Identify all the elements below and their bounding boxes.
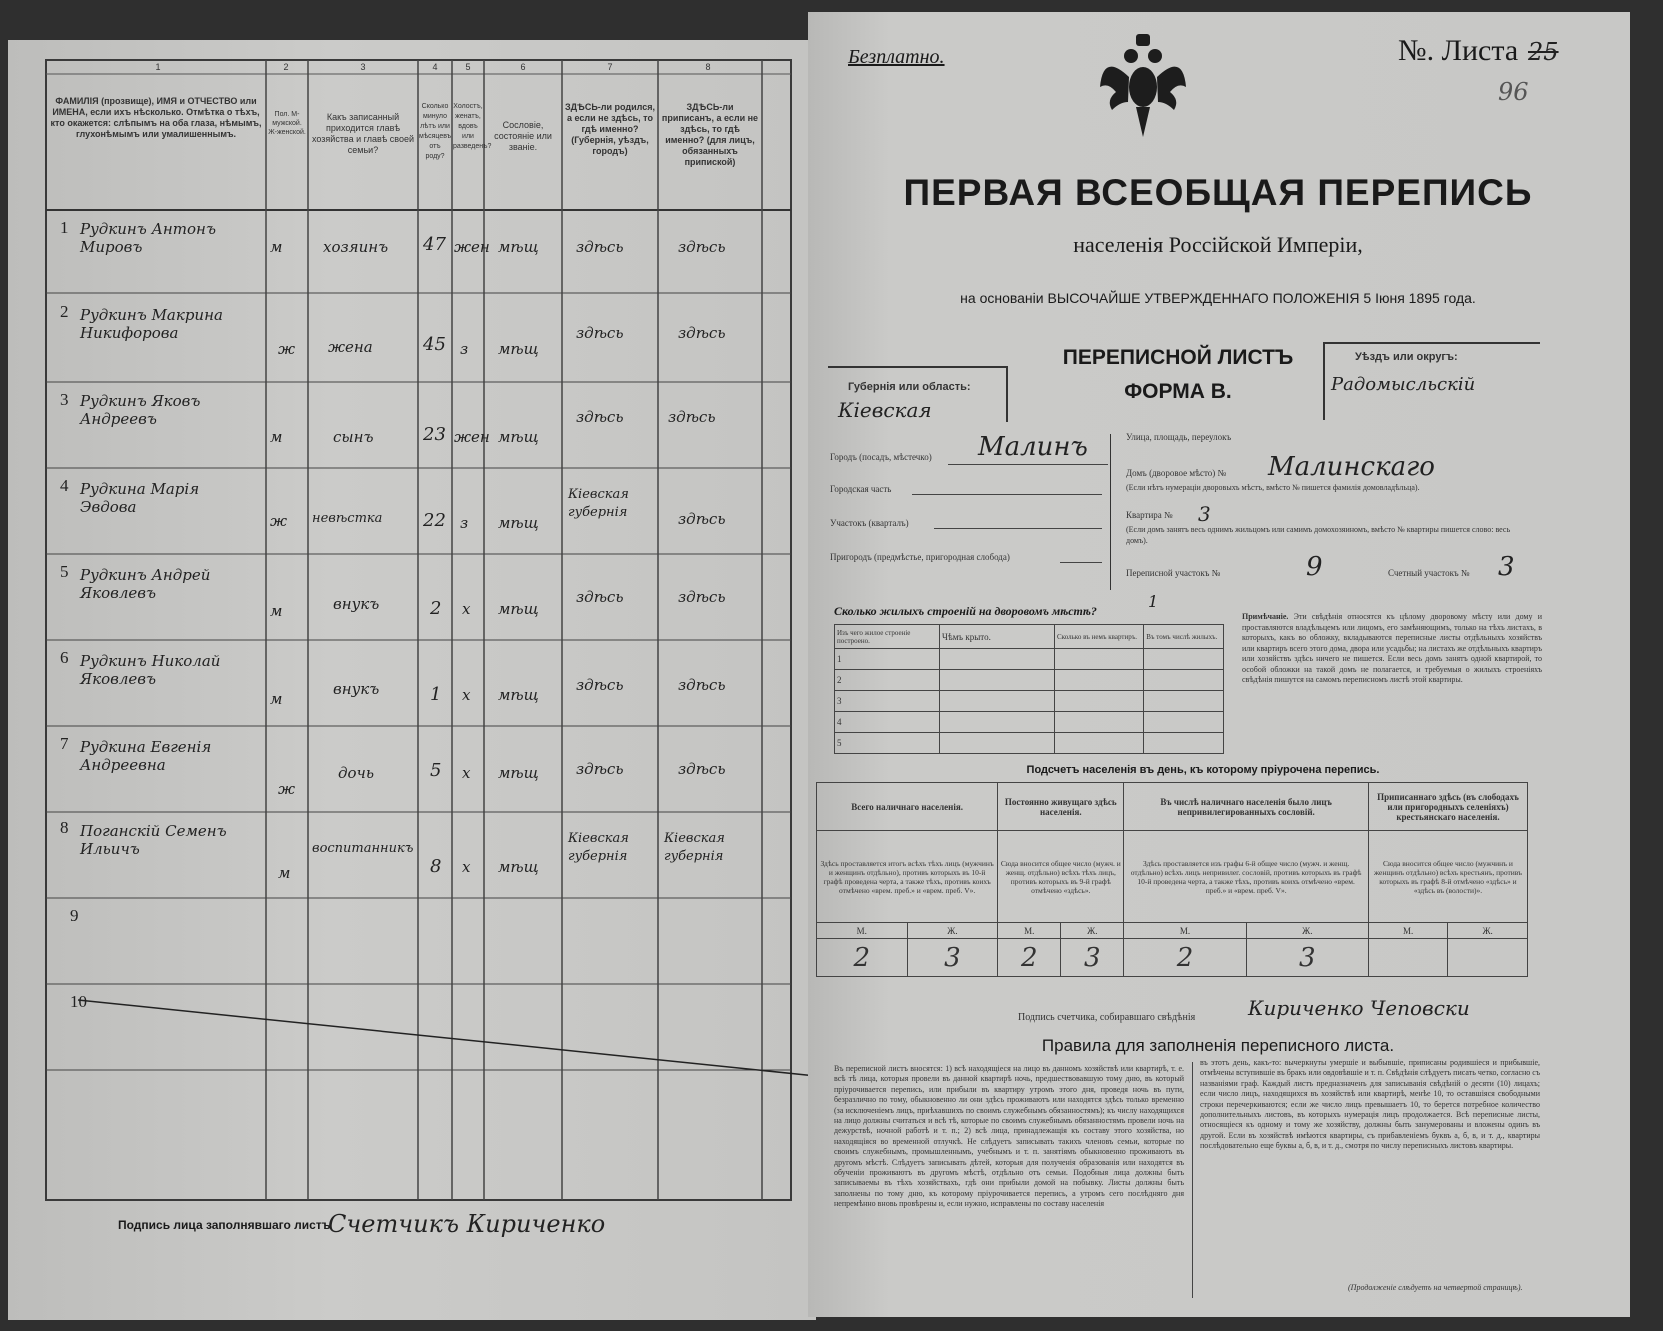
bldg-header-roof: Чѣмъ крыто.: [940, 625, 1055, 649]
district-label: Участокъ (кварталъ): [830, 518, 909, 528]
count-area-value: 3: [1498, 552, 1515, 582]
row-estate: мѣщ: [498, 858, 539, 876]
row-marital: х: [462, 764, 471, 782]
rules-right-column: въ этотъ день, какъ-то: вычеркнуты умершіе и выбывшіе, приписаны родившіеся и прибывшіе, отмѣчены вступившіе въ бракъ или овдовѣвшіе и т. п. Свѣдѣнія слѣдуетъ писать четко, согласно съ названіями граф. Каждый листъ предназначенъ для записыванія свѣдѣній о десяти (10) лицахъ; если число лицъ, находящихся въ хозяйствѣ или квартирѣ, менѣе 10, то оставшіяся свободными строки перечеркиваются; если же число лицъ превышаетъ 10, то берется потребное количество дополнительныхъ листовъ, въ которыхъ нумерація лицъ продолжается. Всѣ переписные листы, относящіеся къ одному и тому же хозяйству, должны быть занумерованы и вложены одинъ въ другой. Если въ хозяйствѣ имѣются квартиры, съ прибавленіемъ буквъ а, б, в, и т. д., квартиры послѣдовательно еще буквы а, б, в, и т. д., смотря по числу переписныхъ листовъ квартиры.: [1200, 1058, 1540, 1151]
row-name: Рудкинъ Андрей Яковлевъ: [80, 566, 211, 602]
rules-title: Правила для заполненія переписного листа.: [1041, 1036, 1395, 1055]
col-header-sex: Пол. М-мужской. Ж-женской.: [268, 111, 306, 136]
row-number: 2: [60, 302, 69, 321]
count-desc-peasant: Сюда вносится общее число (мужчинъ и женщинъ отдѣльно) всѣхъ крестьянъ, противъ которыхъ въ графѣ 8-й отмѣчено «здѣсь» и «здѣсь въ (волости)».: [1368, 831, 1527, 923]
count-head-permanent: Постоянно живущаго здѣсь населенія.: [998, 783, 1124, 831]
row-estate: мѣщ: [498, 600, 539, 618]
bldg-header-apts: Сколько въ немъ квартиръ.: [1055, 625, 1144, 649]
row-born: здѣсь: [576, 676, 624, 694]
row-sex: м: [270, 428, 283, 446]
row-name: Рудкинъ Николай Яковлевъ: [80, 652, 221, 688]
buildings-table: [834, 624, 1224, 754]
bldg-row: 4: [835, 712, 940, 733]
row-marital: з: [460, 340, 469, 358]
row-marital: х: [462, 686, 471, 704]
row-registered: здѣсь: [678, 324, 726, 342]
count-head-present: Всего наличнаго населенія.: [817, 783, 998, 831]
row-sex: м: [270, 238, 283, 256]
buildings-question: Сколько жилыхъ строеній на дворовомъ мѣстѣ?: [834, 604, 1097, 618]
row-number: 4: [60, 476, 69, 495]
signature-label: Подпись лица заполнявшаго листъ: [118, 1218, 331, 1232]
sheet-number-label: №. Листа: [1398, 34, 1519, 67]
apt-value: 3: [1198, 502, 1211, 526]
right-page: [808, 12, 1630, 1317]
population-count-table: [816, 782, 1528, 977]
row-relation: сынъ: [333, 428, 374, 446]
row-age: 22: [423, 510, 446, 531]
row-sex: м: [270, 690, 283, 708]
row-registered: здѣсь: [678, 588, 726, 606]
count-present-m: 2: [817, 939, 908, 977]
uezd-value: Радомысльскій: [1331, 374, 1476, 395]
row-born: здѣсь: [576, 238, 624, 256]
row-age: 2: [430, 598, 442, 619]
row-registered: здѣсь: [678, 760, 726, 778]
city-label: Городъ (посадъ, мѣстечко): [830, 452, 932, 462]
col-number-8: 8: [705, 62, 711, 72]
count-title: Подсчетъ населенія въ день, къ которому пріурочена перепись.: [1026, 764, 1380, 776]
count-nonpriv-f: 3: [1246, 939, 1368, 977]
buildings-value: 1: [1148, 592, 1159, 611]
row-number: 3: [60, 390, 69, 409]
row-name: Рудкинъ Антонъ Мировъ: [80, 220, 216, 256]
province-box: [828, 366, 1008, 422]
rules-left-column: Въ переписной листъ вносятся: 1) всѣ находящіеся на лицо въ данномъ хозяйствѣ или квартирѣ, т. е. всѣ тѣ лица, которыя провели въ данной квартирѣ ночь, предшествовавшую тому дню, въ который пріурочивается перепись, или прибыли въ квартиру утромъ этого дня, проведя ночь въ пути, безразлично по тому, обыкновенно ли они здѣсь проживаютъ или находятся здѣсь только временно (за исключеніемъ лицъ, приѣхавшихъ по своимъ служебнымъ обязанностямъ); къ числу находящихся на лицо должны считаться и всѣ тѣ, которые по своимъ служебнымъ обязанностямъ провели ночь на дежурствѣ, ночной работѣ и т. п.; 2) всѣ лица, принадлежащія къ составу этого хозяйства, но находящіяся во временной отлучкѣ. Не слѣдуетъ записывать такихъ членовъ семьи, которые по своимъ служебнымъ, промышленнымъ, учебнымъ и т. п. занятіямъ обыкновенно проживаютъ въ другомъ мѣстѣ. Слѣдуетъ записывать дѣтей, которыя для полученія образованія или находятся въ обученіи проживаютъ въ другомъ мѣстѣ, отдѣльно отъ семьи. Подобныя лица должны быть записываемы въ тѣхъ хозяйствахъ, гдѣ они прибыли домой на побывку. Листы должны быть заполнены по тому дню, къ которому пріурочивается перепись, а утромъ сего послѣдняго дня непремѣнно вновь провѣрены и, если нужно, исправлены по составу населенія: [834, 1064, 1184, 1209]
col-number-2: 2: [283, 62, 289, 72]
census-subtitle: населенія Россійской Имперіи,: [1073, 232, 1363, 257]
row-born: здѣсь: [576, 760, 624, 778]
bldg-header-living: Въ томъ числѣ жилыхъ.: [1144, 625, 1224, 649]
uezd-label: Уѣздъ или округъ:: [1355, 351, 1458, 363]
part-underline: [912, 494, 1102, 495]
count-area-label: Счетный участокъ №: [1388, 568, 1470, 578]
row-name: Рудкина Марія Эвдова: [80, 480, 200, 516]
street-label: Улица, площадь, переулокъ: [1126, 432, 1232, 442]
count-permanent-f: 3: [1061, 939, 1124, 977]
count-desc-present: Здѣсь проставляется итогъ всѣхъ тѣхъ лицъ (мужчинъ и женщинъ отдѣльно), противъ которыхъ въ 10-й графѣ проведена черта, а также тѣхъ, противъ коихъ отмѣчено «врем. преб.» и «врем. преб. V».: [817, 831, 998, 923]
row-sex: ж: [270, 512, 288, 530]
row-marital: х: [462, 600, 471, 618]
row-sex: ж: [278, 340, 296, 358]
row-estate: мѣщ: [498, 514, 539, 532]
col-header-registered: ЗДѢСЬ-ли приписанъ, а если не здѣсь, то гдѣ именно? (для лицъ, обязанныхъ припиской): [661, 102, 759, 167]
note-text: Эти свѣдѣнія относятся къ цѣлому дворовому мѣсту или дому и проставляются владѣльцемъ или лицомъ, его замѣняющимъ, только на тѣхъ листахъ, в которыхъ, какъ во обложку, вкладываются переписные листы отдѣльныхъ хозяйствъ или квартиръ всего этого дома, двора или усадьбы; на листахъ же отдѣльныхъ квартиръ или хозяйствъ здѣсь ничего не пишется. Если весь домъ занятъ одной квартирой, то особой обложки на такой домъ не полагается, и требуемыя о жилыхъ строеніяхъ свѣдѣнія пишутся на самомъ переписномъ листѣ этой квартиры.: [1242, 612, 1542, 684]
bldg-row: 2: [835, 670, 940, 691]
row-age: 45: [423, 334, 446, 355]
row-number: 5: [60, 562, 69, 581]
free-label: Безплатно.: [848, 46, 945, 68]
col-number-7: 7: [607, 62, 613, 72]
col-number-5: 5: [465, 62, 471, 72]
row-born: здѣсь: [576, 588, 624, 606]
col-header-name: ФАМИЛІЯ (прозвище), ИМЯ и ОТЧЕСТВО или ИМЕНА, если ихъ нѣсколько. Отмѣтка о тѣхъ, кто окажется: слѣпымъ на оба глаза, нѣмымъ, глухонѣмымъ или умалишеннымъ.: [50, 96, 262, 139]
row-age: 1: [430, 684, 442, 705]
row-sex: м: [270, 602, 283, 620]
census-title: ПЕРВАЯ ВСЕОБЩАЯ ПЕРЕПИСЬ: [903, 172, 1533, 213]
row-registered: здѣсь: [678, 676, 726, 694]
signature-value: Счетчикъ Кириченко: [328, 1210, 606, 1238]
sheet-number-corner: 96: [1498, 78, 1529, 106]
f-label: Ж.: [1061, 923, 1124, 939]
census-area-value: 9: [1306, 552, 1323, 582]
row-registered: здѣсь: [678, 238, 726, 256]
rules-continue: (Продолженіе слѣдуетъ на четвертой страницѣ).: [1348, 1283, 1523, 1292]
census-area-label: Переписной участокъ №: [1126, 568, 1221, 578]
m-label: М.: [1124, 923, 1246, 939]
house-note: (Если нѣтъ нумераціи дворовыхъ мѣстъ, вмѣсто № пишется фамилія домовладѣльца).: [1126, 483, 1420, 492]
row-relation: внукъ: [333, 680, 380, 698]
sheet-number-value: 25: [1528, 38, 1559, 66]
province-label: Губернія или область:: [848, 381, 971, 393]
row-name: Рудкинъ Макрина Никифорова: [80, 306, 223, 342]
part-label: Городская часть: [830, 484, 892, 494]
form-title-2: ФОРМА В.: [1124, 380, 1232, 403]
row-name: Рудкинъ Яковъ Андреевъ: [80, 392, 201, 428]
left-page: [8, 40, 816, 1320]
count-peasant-f: [1448, 939, 1528, 977]
count-head-peasant: Приписаннаго здѣсь (въ слободахъ или пригородныхъ селеніяхъ) крестьянскаго населенія.: [1368, 783, 1527, 831]
note-block: [1242, 612, 1542, 686]
row-born: здѣсь: [576, 408, 624, 426]
col-number-1: 1: [155, 62, 161, 72]
row-relation: невѣстка: [312, 511, 383, 526]
house-value: Малинскаго: [1268, 452, 1435, 482]
apt-label: Квартира №: [1126, 510, 1173, 520]
row-estate: мѣщ: [498, 686, 539, 704]
row-number: 1: [60, 218, 69, 237]
col-number-4: 4: [432, 62, 438, 72]
row-relation: жена: [328, 338, 373, 356]
f-label: Ж.: [907, 923, 998, 939]
row-age: 47: [423, 234, 446, 255]
row-born: Кіевская губернія: [568, 487, 629, 520]
row-number: 8: [60, 818, 69, 837]
row-number: 9: [70, 906, 79, 925]
row-registered: здѣсь: [678, 510, 726, 528]
row-estate: мѣщ: [498, 428, 539, 446]
row-born: Кіевская губернія: [568, 831, 629, 864]
col-header-age: Сколько минуло лѣтъ или мѣсяцевъ отъ роду?: [419, 103, 452, 160]
row-marital: х: [462, 858, 471, 876]
district-underline: [934, 528, 1102, 529]
row-number: 7: [60, 734, 69, 753]
count-permanent-m: 2: [998, 939, 1061, 977]
uezd-box: [1323, 342, 1540, 420]
row-sex: м: [278, 864, 291, 882]
row-born: здѣсь: [576, 324, 624, 342]
row-registered: здѣсь: [668, 408, 716, 426]
count-peasant-m: [1368, 939, 1447, 977]
eagle-emblem-icon: [1098, 32, 1188, 142]
row-relation: хозяинъ: [323, 238, 389, 256]
row-number: 6: [60, 648, 69, 667]
rules-divider: [1192, 1062, 1193, 1298]
count-desc-nonpriv: Здѣсь проставляется изъ графы 6-й общее число (мужч. и женщ. отдѣльно) всѣхъ лицъ непривилег. сословій, противъ которыхъ въ графѣ 10-й проведена черта, а также тѣхъ, противъ коихъ отмѣчено «врем. преб.» и «врем. преб. V».: [1124, 831, 1369, 923]
m-label: М.: [998, 923, 1061, 939]
row-estate: мѣщ: [498, 238, 539, 256]
count-nonpriv-m: 2: [1124, 939, 1246, 977]
row-relation: воспитанникъ: [312, 841, 414, 856]
count-head-nonpriv: Въ числѣ наличнаго населенія было лицъ непривилегированныхъ сословій.: [1124, 783, 1369, 831]
count-desc-permanent: Сюда вносится общее число (мужч. и женщ. отдѣльно) всѣхъ тѣхъ лицъ, противъ которыхъ въ 9-й графѣ отмѣчено «здѣсь».: [998, 831, 1124, 923]
col-header-marital: Холостъ, женатъ, вдовъ или разведенъ?: [453, 103, 492, 150]
row-age: 23: [423, 424, 446, 445]
col-header-estate: Сословіе, состояніе или званіе.: [494, 120, 552, 152]
suburb-underline: [1060, 562, 1102, 563]
house-label: Домъ (дворовое мѣсто) №: [1126, 468, 1227, 478]
row-relation: внукъ: [333, 595, 380, 613]
row-registered: Кіевская губернія: [664, 831, 725, 864]
row-age: 5: [430, 760, 442, 781]
note-title: Примѣчаніе.: [1242, 612, 1289, 621]
bldg-row: 5: [835, 733, 940, 754]
address-divider: [1110, 434, 1111, 590]
counter-signature-value: Кириченко Чеповски: [1248, 996, 1470, 1020]
bldg-row: 1: [835, 649, 940, 670]
row-estate: мѣщ: [498, 340, 539, 358]
city-underline: [948, 464, 1108, 465]
row-marital: з: [460, 514, 469, 532]
row-marital: жен: [454, 428, 490, 446]
col-header-relation: Какъ записанный приходится главѣ хозяйства и главѣ своей семьи?: [311, 112, 415, 155]
row-age: 8: [430, 856, 442, 877]
counter-signature-label: Подпись счетчика, собиравшаго свѣдѣнія: [1018, 1012, 1196, 1023]
row-name: Поганскій Семенъ Ильичъ: [80, 822, 227, 858]
col-number-6: 6: [520, 62, 526, 72]
row-estate: мѣщ: [498, 764, 539, 782]
f-label: Ж.: [1448, 923, 1528, 939]
row-name: Рудкина Евгенія Андреевна: [80, 738, 212, 774]
bldg-row: 3: [835, 691, 940, 712]
province-value: Кіевская: [838, 398, 932, 422]
bldg-header-material: Изъ чего жилое строеніе построено.: [835, 625, 940, 649]
suburb-label: Пригородъ (предмѣстье, пригородная слобода): [830, 552, 1010, 562]
col-header-born: ЗДѢСЬ-ли родился, а если не здѣсь, то гдѣ именно? (Губернія, уѣздъ, городъ): [564, 102, 656, 156]
f-label: Ж.: [1246, 923, 1368, 939]
count-present-f: 3: [907, 939, 998, 977]
row-marital: жен: [454, 238, 490, 256]
census-basis: на основаніи ВЫСОЧАЙШЕ УТВЕРЖДЕННАГО ПОЛОЖЕНІЯ 5 Іюня 1895 года.: [960, 290, 1476, 306]
col-number-3: 3: [360, 62, 366, 72]
row-relation: дочь: [338, 764, 375, 782]
row-sex: ж: [278, 780, 296, 798]
apt-note: (Если домъ занятъ весь однимъ жильцомъ или самимъ домохозяиномъ, вмѣсто № квартиры пишется слово: весь домъ).: [1126, 525, 1511, 545]
city-value: Малинъ: [978, 432, 1088, 462]
row-number: 10: [70, 992, 87, 1011]
m-label: М.: [1368, 923, 1447, 939]
m-label: М.: [817, 923, 908, 939]
form-title-1: ПЕРЕПИСНОЙ ЛИСТЪ: [1062, 346, 1294, 369]
